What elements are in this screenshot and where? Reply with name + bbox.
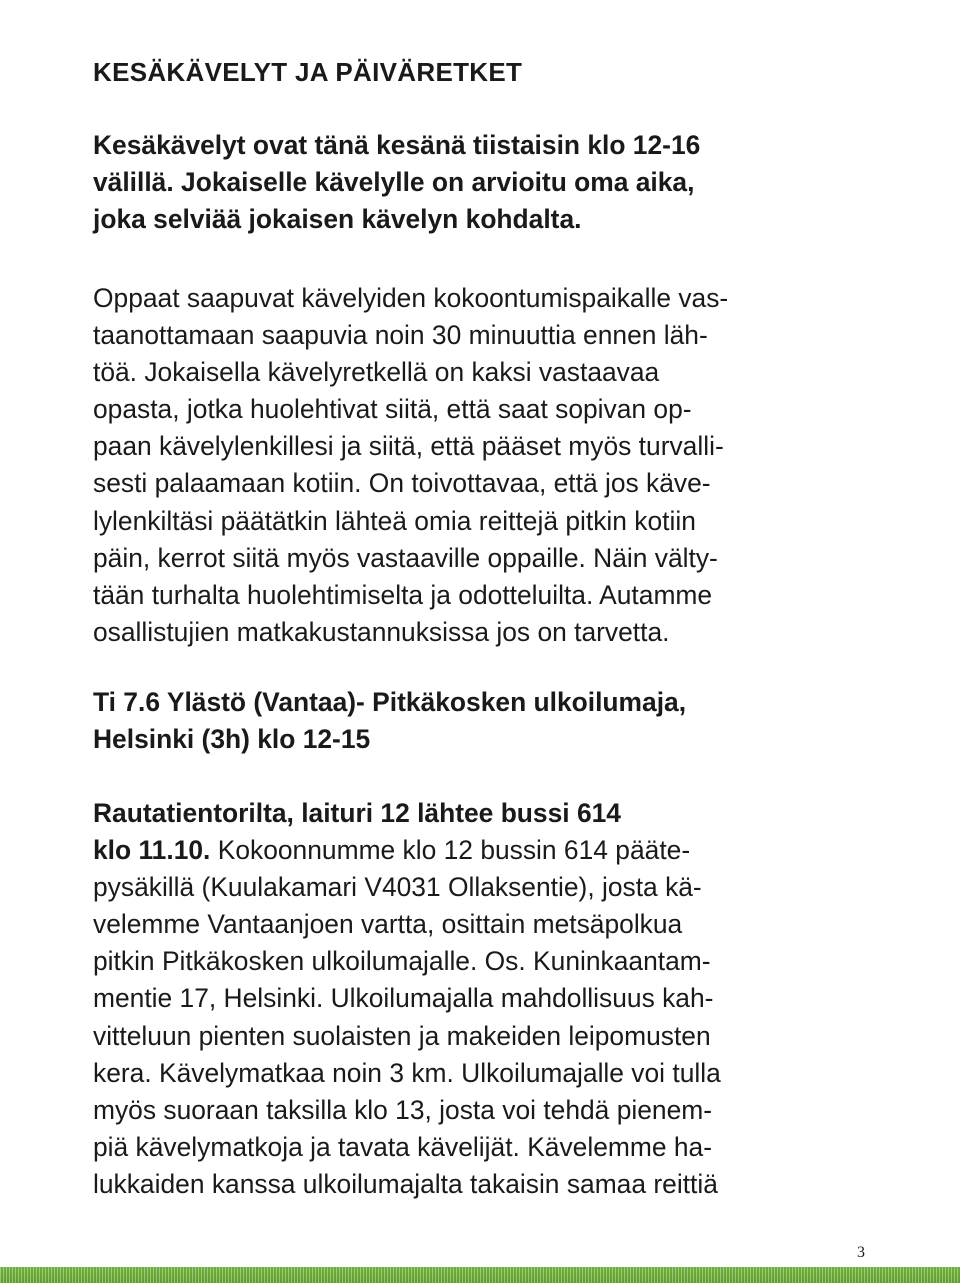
paragraph-line: lylenkiltäsi päätätkin lähteä omia reittejä pitkin kotiin — [93, 505, 696, 536]
walk-description — [93, 795, 721, 1203]
paragraph-line: taanottamaan saapuvia noin 30 minuuttia ennen läh- — [93, 320, 708, 351]
meeting-text: Kokoonnumme klo 12 bussin 614 pääte- — [210, 835, 691, 866]
walk-heading — [93, 684, 686, 758]
footer-bar — [0, 1267, 960, 1283]
document-title: KESÄKÄVELYT JA PÄIVÄRETKET — [93, 57, 523, 87]
walk-line: kera. Kävelymatkaa noin 3 km. Ulkoilumajalle voi tulla — [93, 1057, 721, 1088]
intro-paragraph — [93, 127, 700, 238]
intro-line: joka selviää jokaisen kävelyn kohdalta. — [93, 204, 582, 235]
walk-line: piä kävelymatkoja ja tavata kävelijät. Kävelemme ha- — [93, 1131, 713, 1162]
intro-line: välillä. Jokaiselle kävelylle on arvioitu oma aika, — [93, 167, 695, 198]
walk-line: pitkin Pitkäkosken ulkoilumajalle. Os. Kuninkaantam- — [93, 946, 711, 977]
paragraph-line: päin, kerrot siitä myös vastaaville oppaille. Näin välty- — [93, 542, 718, 573]
walk-line: lukkaiden kanssa ulkoilumajalta takaisin samaa reittiä — [93, 1168, 718, 1199]
walk-line: pysäkillä (Kuulakamari V4031 Ollaksentie), josta kä- — [93, 872, 702, 903]
walk-line: myös suoraan taksilla klo 13, josta voi tehdä pienem- — [93, 1094, 713, 1125]
walk-heading-line: Helsinki (3h) klo 12-15 — [93, 724, 371, 755]
walk-line: mentie 17, Helsinki. Ulkoilumajalla mahdollisuus kah- — [93, 983, 714, 1014]
paragraph-line: opasta, jotka huolehtivat siitä, että saat sopivan op- — [93, 394, 692, 425]
paragraph-line: tään turhalta huolehtimiselta ja odotteluilta. Autamme — [93, 579, 713, 610]
paragraph-line: paan kävelylenkillesi ja siitä, että pääset myös turvalli- — [93, 431, 724, 462]
walk-line: vitteluun pienten suolaisten ja makeiden leipomusten — [93, 1020, 711, 1051]
departure-time: klo 11.10. — [93, 835, 211, 866]
paragraph-line: Oppaat saapuvat kävelyiden kokoontumispaikalle vas- — [93, 283, 729, 313]
walk-line: velemme Vantaanjoen vartta, osittain metsäpolkua — [93, 909, 683, 940]
intro-line: Kesäkävelyt ovat tänä kesänä tiistaisin klo 12-16 — [93, 130, 701, 160]
walk-heading-line: Ti 7.6 Ylästö (Vantaa)- Pitkäkosken ulkoilumaja, — [93, 687, 687, 717]
page-number: 3 — [857, 1244, 865, 1261]
departure-line: Rautatientorilta, laituri 12 lähtee bussi 614 — [93, 798, 621, 828]
paragraph-line: töä. Jokaisella kävelyretkellä on kaksi vastaavaa — [93, 357, 660, 388]
paragraph-line: sesti palaamaan kotiin. On toivottavaa, että jos käve- — [93, 468, 711, 499]
departure-time-line — [93, 832, 721, 869]
guides-paragraph — [93, 280, 728, 651]
paragraph-line: osallistujien matkakustannuksissa jos on tarvetta. — [93, 616, 670, 647]
